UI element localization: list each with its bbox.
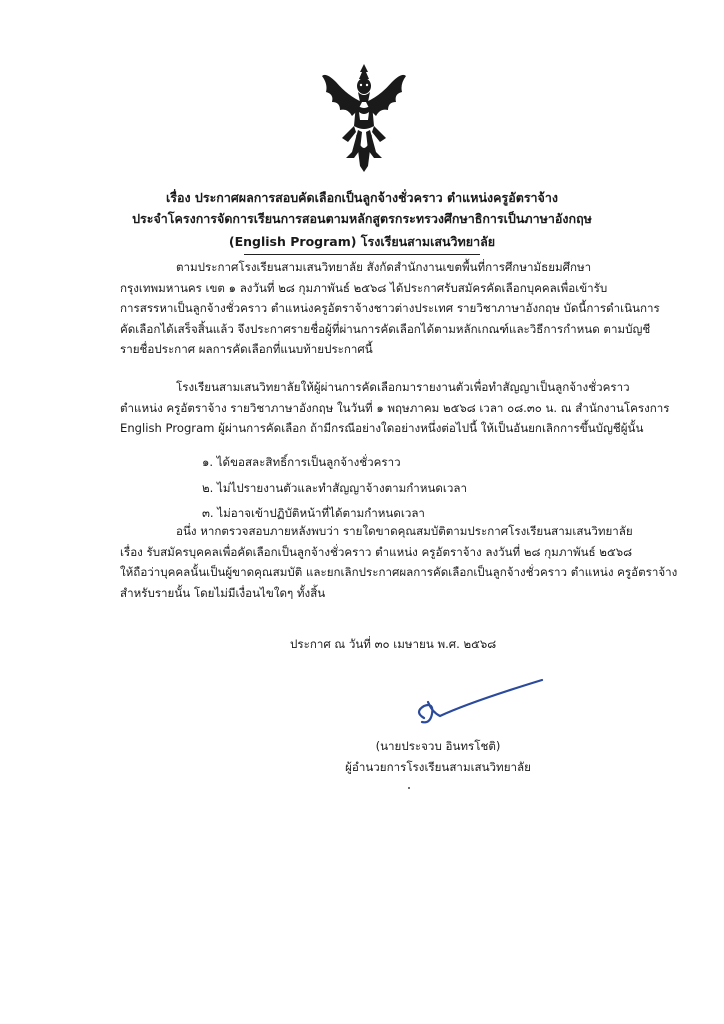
paragraph-3: [120, 521, 678, 603]
announcement-date: ประกาศ ณ วันที่ ๓๐ เมษายน พ.ศ. ๒๕๖๘: [290, 637, 497, 651]
paragraph-line: รายชื่อประกาศ ผลการคัดเลือกที่แนบท้ายประกาศนี้: [120, 342, 373, 357]
paragraph-line: การสรรหาเป็นลูกจ้างชั่วคราว ตำแหน่งครูอัตราจ้างชาวต่างประเทศ รายวิชาภาษาอังกฤษ บัดนี้การดำเนินการ: [120, 301, 660, 316]
paragraph-line: ให้ถือว่าบุคคลนั้นเป็นผู้ขาดคุณสมบัติ และยกเลิกประกาศผลการคัดเลือกเป็นลูกจ้างชั่วคราว ตำแหน่ง ครูอัตราจ้าง: [120, 565, 678, 580]
list-item: ๑. ได้ขอสละสิทธิ์การเป็นลูกจ้างชั่วคราว: [202, 455, 401, 469]
garuda-emblem-icon: [318, 62, 410, 174]
paragraph-line: English Program ผู้ผ่านการคัดเลือก ถ้ามีกรณีอย่างใดอย่างหนึ่งต่อไปนี้ ให้เป็นอันยกเลิกการขึ้นบัญชีผู้นั้น: [120, 421, 644, 436]
paragraph-line: โรงเรียนสามเสนวิทยาลัยให้ผู้ผ่านการคัดเลือกมารายงานตัวเพื่อทำสัญญาเป็นลูกจ้างชั่วคราว: [176, 380, 630, 394]
paragraph-2: [120, 377, 670, 439]
paragraph-line: กรุงเทพมหานคร เขต ๑ ลงวันที่ ๒๘ กุมภาพันธ์ ๒๕๖๘ ได้ประกาศรับสมัครคัดเลือกบุคคลเพื่อเข้ารับ: [120, 280, 608, 295]
signer-title: ผู้อำนวยการโรงเรียนสามเสนวิทยาลัย: [345, 760, 531, 774]
title-line-1: เรื่อง ประกาศผลการสอบคัดเลือกเป็นลูกจ้างชั่วคราว ตำแหน่งครูอัตราจ้าง: [165, 190, 559, 205]
paragraph-line: ตำแหน่ง ครูอัตราจ้าง รายวิชาภาษาอังกฤษ ในวันที่ ๑ พฤษภาคม ๒๕๖๘ เวลา ๐๘.๓๐ น. ณ สำนักงานโครงการ: [120, 400, 670, 415]
paragraph-1: [120, 257, 664, 360]
signer-name: (นายประจวบ อินทรโชติ): [375, 739, 501, 753]
paragraph-line: อนึ่ง หากตรวจสอบภายหลังพบว่า รายใดขาดคุณสมบัติตามประกาศโรงเรียนสามเสนวิทยาลัย: [176, 524, 633, 538]
list-item: ๓. ไม่อาจเข้าปฏิบัติหน้าที่ได้ตามกำหนดเวลา: [202, 506, 425, 520]
ink-dot: [408, 787, 410, 789]
title-line-2: ประจำโครงการจัดการเรียนการสอนตามหลักสูตรกระทรวงศึกษาธิการเป็นภาษาอังกฤษ: [132, 211, 592, 226]
paragraph-line: คัดเลือกได้เสร็จสิ้นแล้ว จึงประกาศรายชื่อผู้ที่ผ่านการคัดเลือกได้ตามหลักเกณฑ์และวิธีการกำหนด ตามบัญชี: [120, 321, 651, 336]
paragraph-line: ตามประกาศโรงเรียนสามเสนวิทยาลัย สังกัดสำนักงานเขตพื้นที่การศึกษามัธยมศึกษา: [176, 260, 592, 274]
title-underline: [244, 254, 480, 255]
signature-mark: [410, 672, 550, 732]
paragraph-line: เรื่อง รับสมัครบุคคลเพื่อคัดเลือกเป็นลูกจ้างชั่วคราว ตำแหน่ง ครูอัตราจ้าง ลงวันที่ ๒๘ กุมภาพันธ์ ๒๕๖๘: [120, 544, 633, 559]
list-item: ๒. ไม่ไปรายงานตัวและทำสัญญาจ้างตามกำหนดเวลา: [202, 481, 468, 495]
title-line-3: (English Program) โรงเรียนสามเสนวิทยาลัย: [228, 234, 496, 249]
paragraph-line: สำหรับรายนั้น โดยไม่มีเงื่อนไขใดๆ ทั้งสิ้น: [120, 585, 326, 600]
